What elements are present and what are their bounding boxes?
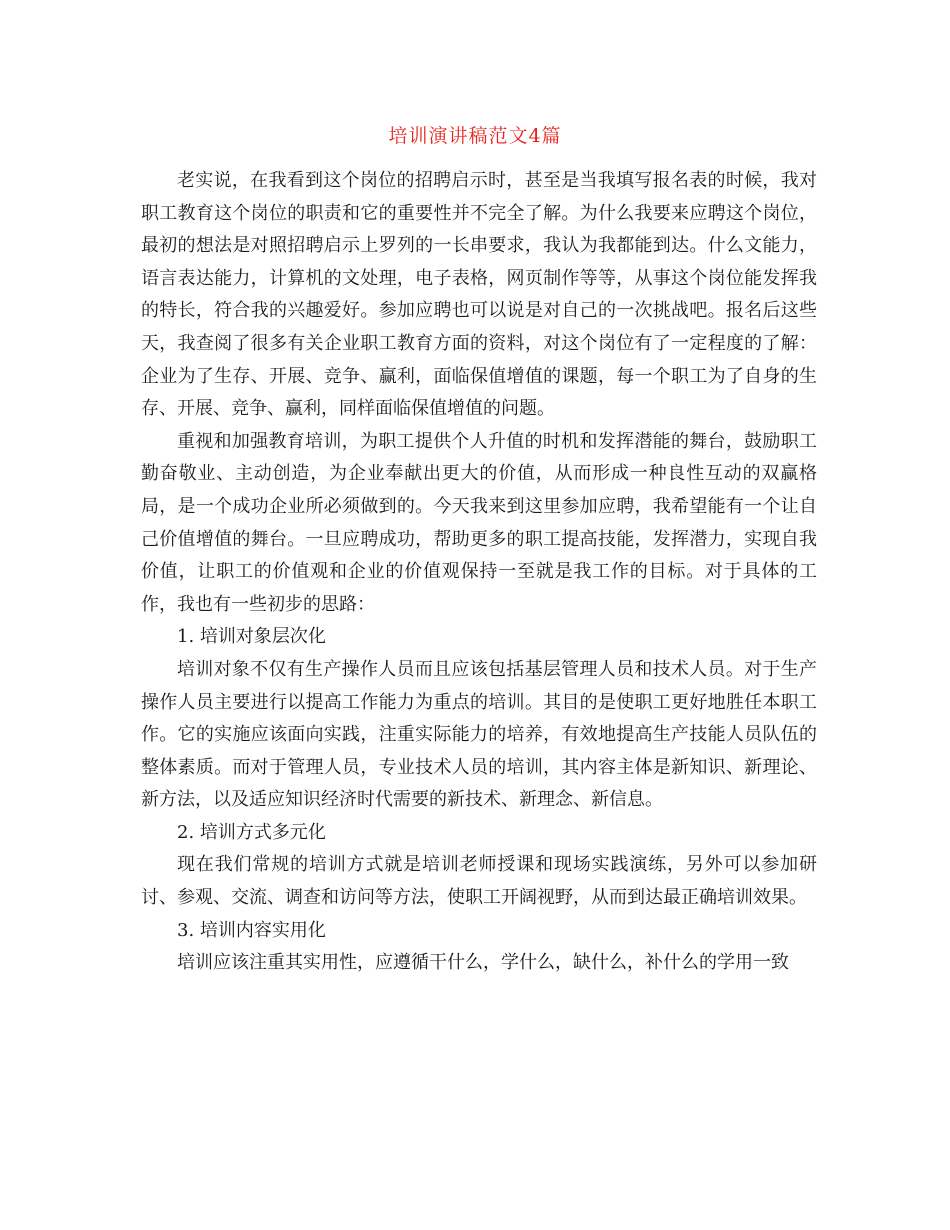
- section-heading-3: 3. 培训内容实用化: [177, 919, 326, 941]
- section-heading-2: 2. 培训方式多元化: [177, 821, 326, 843]
- section-heading-1: 1. 培训对象层次化: [177, 626, 326, 648]
- paragraph-training-importance: 重视和加强教育培训，为职工提供个人升值的时机和发挥潜能的舞台，鼓励职工勤奋敬业、主动创造，为企业奉献出更大的价值，从而形成一种良性互动的双赢格局，是一个成功企业所必须做到的。今天我来到这里参加应聘，我希望能有一个让自己价值增值的舞台。一旦应聘成功，帮助更多的职工提高技能，发挥潜力，实现自我价值，让职工的价值观和企业的价值观保持一至就是我工作的目标。对于具体的工作，我也有一些初步的思路：: [141, 430, 817, 615]
- paragraph-section-1: 培训对象不仅有生产操作人员而且应该包括基层管理人员和技术人员。对于生产操作人员主要进行以提高工作能力为重点的培训。其目的是使职工更好地胜任本职工作。它的实施应该面向实践，注重实际能力的培养，有效地提高生产技能人员队伍的整体素质。而对于管理人员，专业技术人员的培训，其内容主体是新知识、新理论、新方法，以及适应知识经济时代需要的新技术、新理念、新信息。: [141, 658, 817, 811]
- paragraph-section-2: 现在我们常规的培训方式就是培训老师授课和现场实践演练，另外可以参加研讨、参观、交流、调查和访问等方法，使职工开阔视野，从而到达最正确培训效果。: [141, 854, 817, 909]
- document-title: 培训演讲稿范文4篇: [388, 125, 562, 147]
- paragraph-section-3: 培训应该注重其实用性，应遵循干什么，学什么，缺什么，补什么的学用一致: [177, 952, 789, 974]
- paragraph-intro: 老实说，在我看到这个岗位的招聘启示时，甚至是当我填写报名表的时候，我对职工教育这个岗位的职责和它的重要性并不完全了解。为什么我要来应聘这个岗位，最初的想法是对照招聘启示上罗列的一长串要求，我认为我都能到达。什么文能力，语言表达能力，计算机的文处理，电子表格，网页制作等等，从事这个岗位能发挥我的特长，符合我的兴趣爱好。参加应聘也可以说是对自己的一次挑战吧。报名后这些天，我查阅了很多有关企业职工教育方面的资料，对这个岗位有了一定程度的了解：企业为了生存、开展、竞争、赢利，面临保值增值的课题，每一个职工为了自身的生存、开展、竞争、赢利，同样面临保值增值的问题。: [141, 170, 817, 420]
- document-body: [141, 165, 817, 980]
